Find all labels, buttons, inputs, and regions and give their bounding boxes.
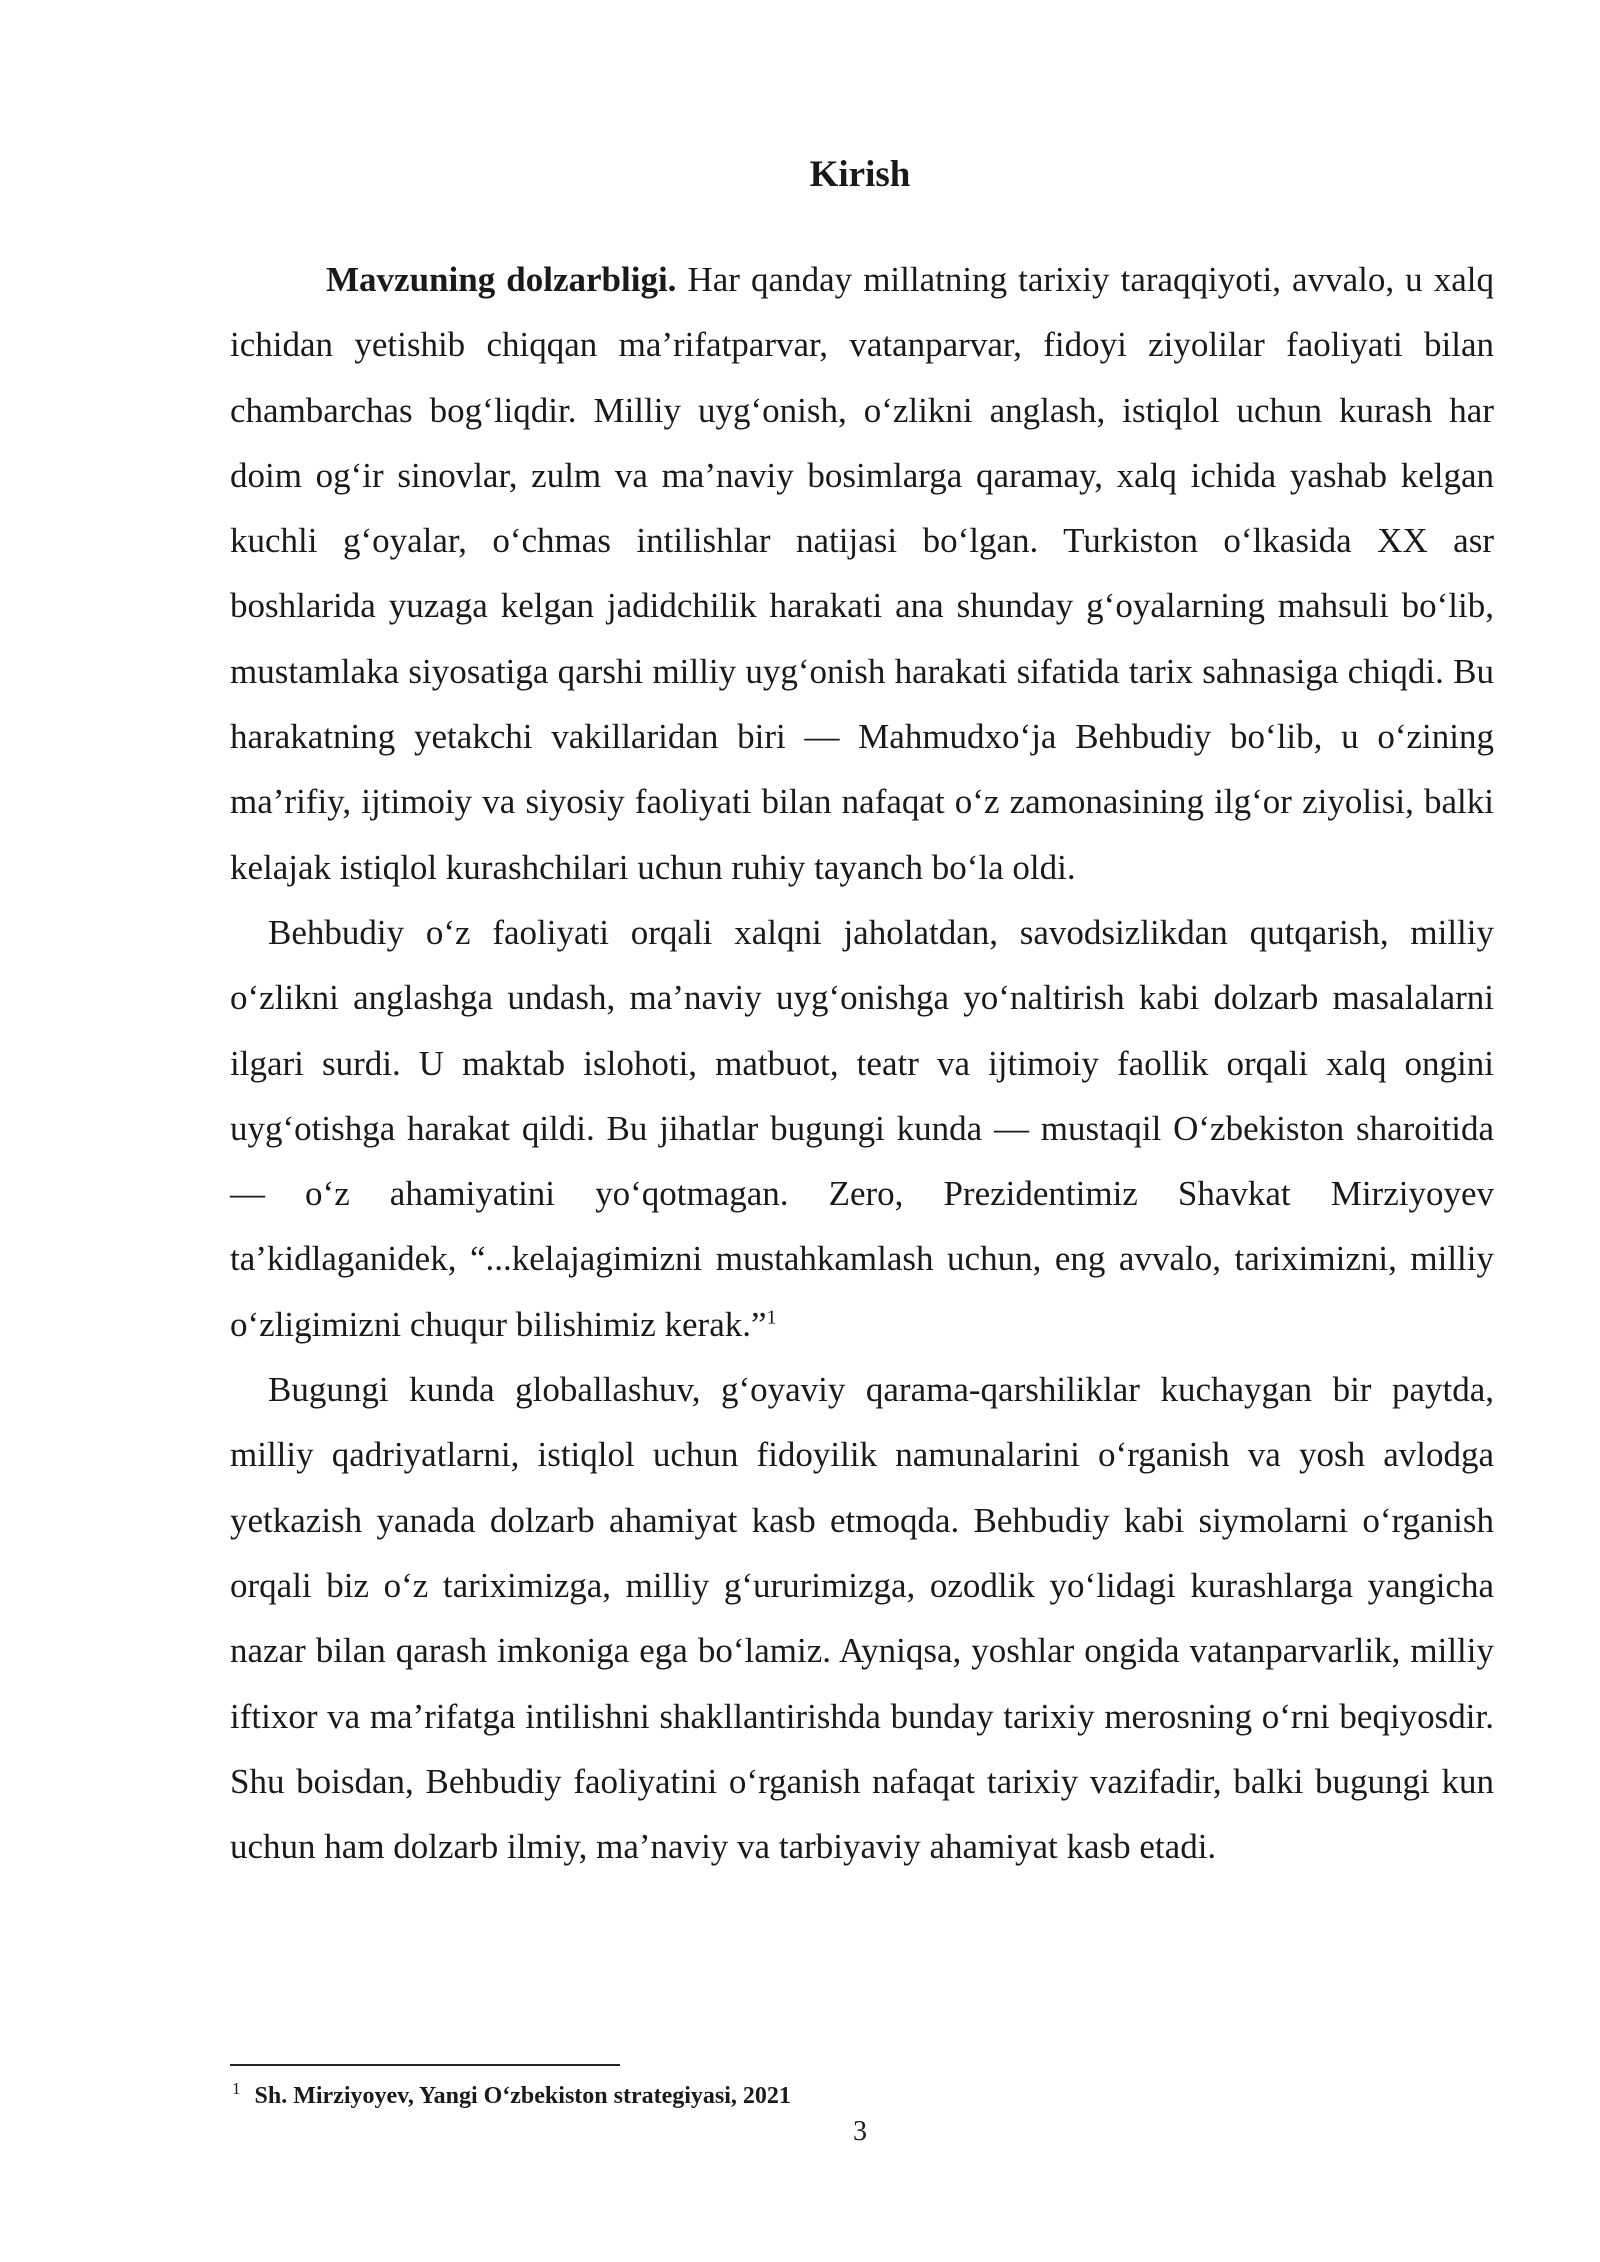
footnote	[232, 2080, 791, 2112]
footnote-text: Sh. Mirziyoyev, Yangi O‘zbekiston strategiyasi, 2021	[254, 2083, 791, 2109]
paragraph-text: Bugungi kunda globallashuv, g‘oyaviy qarama-qarshiliklar kuchaygan bir paytda, milliy qadriyatlarni, istiqlol uchun fidoyilik namunalarini o‘rganish va yosh avlodga yetkazish yanada dolzarb ahamiyat kasb etmoqda. Behbudiy kabi siymolarni o‘rganish orqali biz o‘z tariximizga, milliy g‘ururimizga, ozodlik yo‘lidagi kurashlarga yangicha nazar bilan qarash imkoniga ega bo‘lamiz. Ayniqsa, yoshlar ongida vatanparvarlik, milliy iftixor va ma’rifatga intilishni shakllantirishda bunday tarixiy merosning o‘rni beqiyosdir. Shu boisdan, Behbudiy faoliyatini o‘rganish nafaqat tarixiy vazifadir, balki bugungi kun uchun ham dolzarb ilmiy, ma’naviy va tarbiyaviy ahamiyat kasb etadi.	[230, 1370, 1494, 1867]
paragraph-lead: Mavzuning dolzarbligi.	[326, 260, 677, 299]
page-number: 3	[853, 2116, 867, 2147]
paragraph-relevance	[230, 247, 1494, 900]
body-text	[230, 247, 1494, 1879]
footnote-number: 1	[232, 2079, 241, 2098]
paragraph-text: Har qanday millatning tarixiy taraqqiyoti, avvalo, u xalq ichidan yetishib chiqqan ma’rifatparvar, vatanparvar, fidoyi ziyolilar faoliyati bilan chambarchas bog‘liqdir. Milliy uyg‘onish, o‘zlikni anglash, istiqlol uchun kurash har doim og‘ir sinovlar, zulm va ma’naviy bosimlarga qaramay, xalq ichida yashab kelgan kuchli g‘oyalar, o‘chmas intilishlar natijasi bo‘lgan. Turkiston o‘lkasida XX asr boshlarida yuzaga kelgan jadidchilik harakati ana shunday g‘oyalarning mahsuli bo‘lib, mustamlaka siyosatiga qarshi milliy uyg‘onish harakati sifatida tarix sahnasiga chiqdi. Bu harakatning yetakchi vakillaridan biri — Mahmudxo‘ja Behbudiy bo‘lib, u o‘zining ma’rifiy, ijtimoiy va siyosiy faoliyati bilan nafaqat o‘z zamonasining ilg‘or ziyolisi, balki kelajak istiqlol kurashchilari uchun ruhiy tayanch bo‘la oldi.	[230, 260, 1494, 887]
footnote-divider	[230, 2064, 620, 2066]
footnote-reference[interactable]: 1	[766, 1306, 777, 1329]
paragraph-text: Behbudiy o‘z faoliyati orqali xalqni jaholatdan, savodsizlikdan qutqarish, milliy o‘zlikni anglashga undash, ma’naviy uyg‘onishga yo‘naltirish kabi dolzarb masalalarni ilgari surdi. U maktab islohoti, matbuot, teatr va ijtimoiy faollik orqali xalq ongini uyg‘otishga harakat qildi. Bu jihatlar bugungi kunda — mustaqil O‘zbekiston sharoitida — o‘z ahamiyatini yo‘qotmagan. Zero, Prezidentimiz Shavkat Mirziyoyev ta’kidlaganidek, “...kelajagimizni mustahkamlash uchun, eng avvalo, tariximizni, milliy o‘zligimizni chuqur bilishimiz kerak.”	[230, 912, 1494, 1344]
page-title: Kirish	[809, 154, 911, 195]
paragraph-behbudiy-activity	[230, 900, 1494, 1357]
paragraph-globalization	[230, 1357, 1494, 1879]
